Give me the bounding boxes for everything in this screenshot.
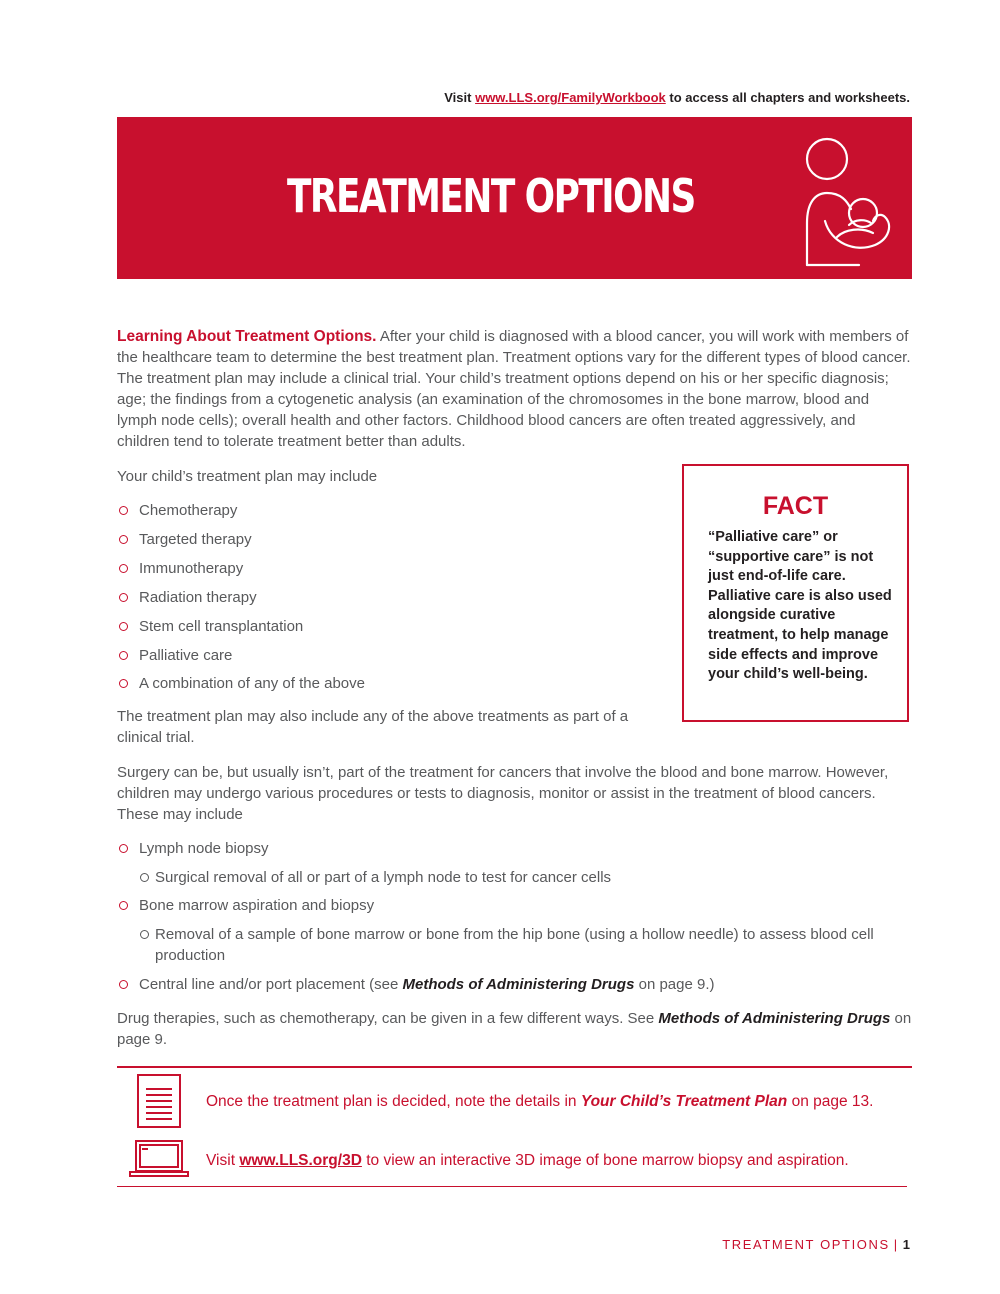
list-item-text: A combination of any of the above [139,675,365,692]
methods-reference: Methods of Administering Drugs [658,1010,891,1027]
footer-separator: | [893,1237,899,1252]
bullet-icon [140,873,149,882]
drug-section [117,1008,912,1050]
bullet-icon [119,622,128,631]
central-post: on page 9.) [638,976,715,993]
plan-intro [117,466,657,487]
procedure-sublist [117,867,912,888]
procedure-list [117,974,912,995]
procedure-sublist [117,924,897,966]
list-item [117,838,912,859]
drug-text-post: on page 9. [117,1010,912,1048]
fact-box [682,464,909,722]
procedure-list [117,895,912,916]
worksheet-icon [136,1073,182,1129]
list-item [117,587,657,608]
list-item [117,529,657,550]
bullet-icon [119,980,128,989]
plan-callout [206,1093,873,1111]
plan-intro-text: Your child’s treatment plan may include [117,468,378,485]
surgery-section [117,762,912,825]
header-visit: Visit [444,90,472,105]
list-item [117,895,912,916]
intro-lead: Learning About Treatment Options. [117,328,377,345]
visit-callout-post: to view an interactive 3D image of bone marrow biopsy and aspiration. [366,1152,849,1169]
treatment-list [117,500,657,694]
visit-callout [206,1152,849,1170]
header-note [444,90,910,105]
list-item-text: Lymph node biopsy [139,840,269,857]
bullet-icon [119,651,128,660]
methods-reference: Methods of Administering Drugs [402,976,635,993]
intro-text: After your child is diagnosed with a blood cancer, you will work with members of the healthcare team to determine the best treatment plan. Treatment options vary for the different types of blood cancer. The treatment plan may include a clinical trial. Your child’s treatment options depend on his or her specific diagnosis; age; the findings from a cytogenetic analysis (an examination of the chromosomes in the bone marrow, blood and lymph node cells); overall health and other factors. Childhood blood cancers are often treated aggressively, and children tend to tolerate treatment better than adults. [117,328,911,450]
plan-callout-post: on page 13. [791,1093,874,1110]
list-item-text: Radiation therapy [139,589,257,606]
list-item [117,673,657,694]
treatment-plan-reference: Your Child’s Treatment Plan [580,1093,788,1110]
header-rest: to access all chapters and worksheets. [669,90,910,105]
list-item [117,974,912,995]
trial-note [117,706,647,748]
page-footer [722,1237,910,1252]
plan-callout-pre: Once the treatment plan is decided, note the details in [206,1093,577,1110]
lls-3d-link[interactable]: www.LLS.org/3D [239,1152,362,1169]
divider-bottom [117,1186,907,1187]
parent-holding-child-icon [785,133,905,273]
page-number: 1 [902,1237,910,1252]
title-banner [117,117,912,279]
list-item-text: Palliative care [139,647,233,664]
drug-text-pre: Drug therapies, such as chemotherapy, can be given in a few different ways. See [117,1010,655,1027]
list-item-text: Targeted therapy [139,531,252,548]
list-item [117,645,657,666]
bullet-icon [119,901,128,910]
intro-section [117,326,912,452]
list-item [117,500,657,521]
procedure-list [117,838,912,867]
list-item-text: Removal of a sample of bone marrow or bone from the hip bone (using a hollow needle) to assess blood cell production [155,926,874,964]
bullet-icon [119,564,128,573]
bullet-icon [119,535,128,544]
list-item-text: Surgical removal of all or part of a lymph node to test for cancer cells [155,869,612,886]
trial-note-text: The treatment plan may also include any of the above treatments as part of a clinical trial. [117,708,629,746]
list-item [117,616,657,637]
page-title: TREATMENT OPTIONS [287,169,695,223]
bullet-icon [119,506,128,515]
laptop-icon [128,1139,190,1179]
footer-section: TREATMENT OPTIONS [722,1237,890,1252]
bullet-icon [119,593,128,602]
central-pre: Central line and/or port placement (see [139,976,399,993]
visit-callout-pre: Visit [206,1152,236,1169]
list-item [117,924,897,966]
list-item-text [139,976,715,993]
list-item-text: Chemotherapy [139,502,238,519]
list-item-text: Bone marrow aspiration and biopsy [139,897,375,914]
family-workbook-link[interactable]: www.LLS.org/FamilyWorkbook [475,90,666,105]
list-item-text: Stem cell transplantation [139,618,304,635]
list-item [117,558,657,579]
surgery-text: Surgery can be, but usually isn’t, part of the treatment for cancers that involve the blood and bone marrow. However, children may undergo various procedures or tests to diagnosis, monitor or assist in the treatment of blood cancers. These may include [117,764,889,823]
divider-top [117,1066,912,1068]
bullet-icon [140,930,149,939]
list-item [117,867,912,888]
bullet-icon [119,844,128,853]
list-item-text: Immunotherapy [139,560,244,577]
fact-text: “Palliative care” or “supportive care” is not just end-of-life care. Palliative care is also used alongside curative treatment, to help manage side effects and improve your child’s well-being. [708,529,892,683]
bullet-icon [119,679,128,688]
fact-title: FACT [762,492,829,520]
